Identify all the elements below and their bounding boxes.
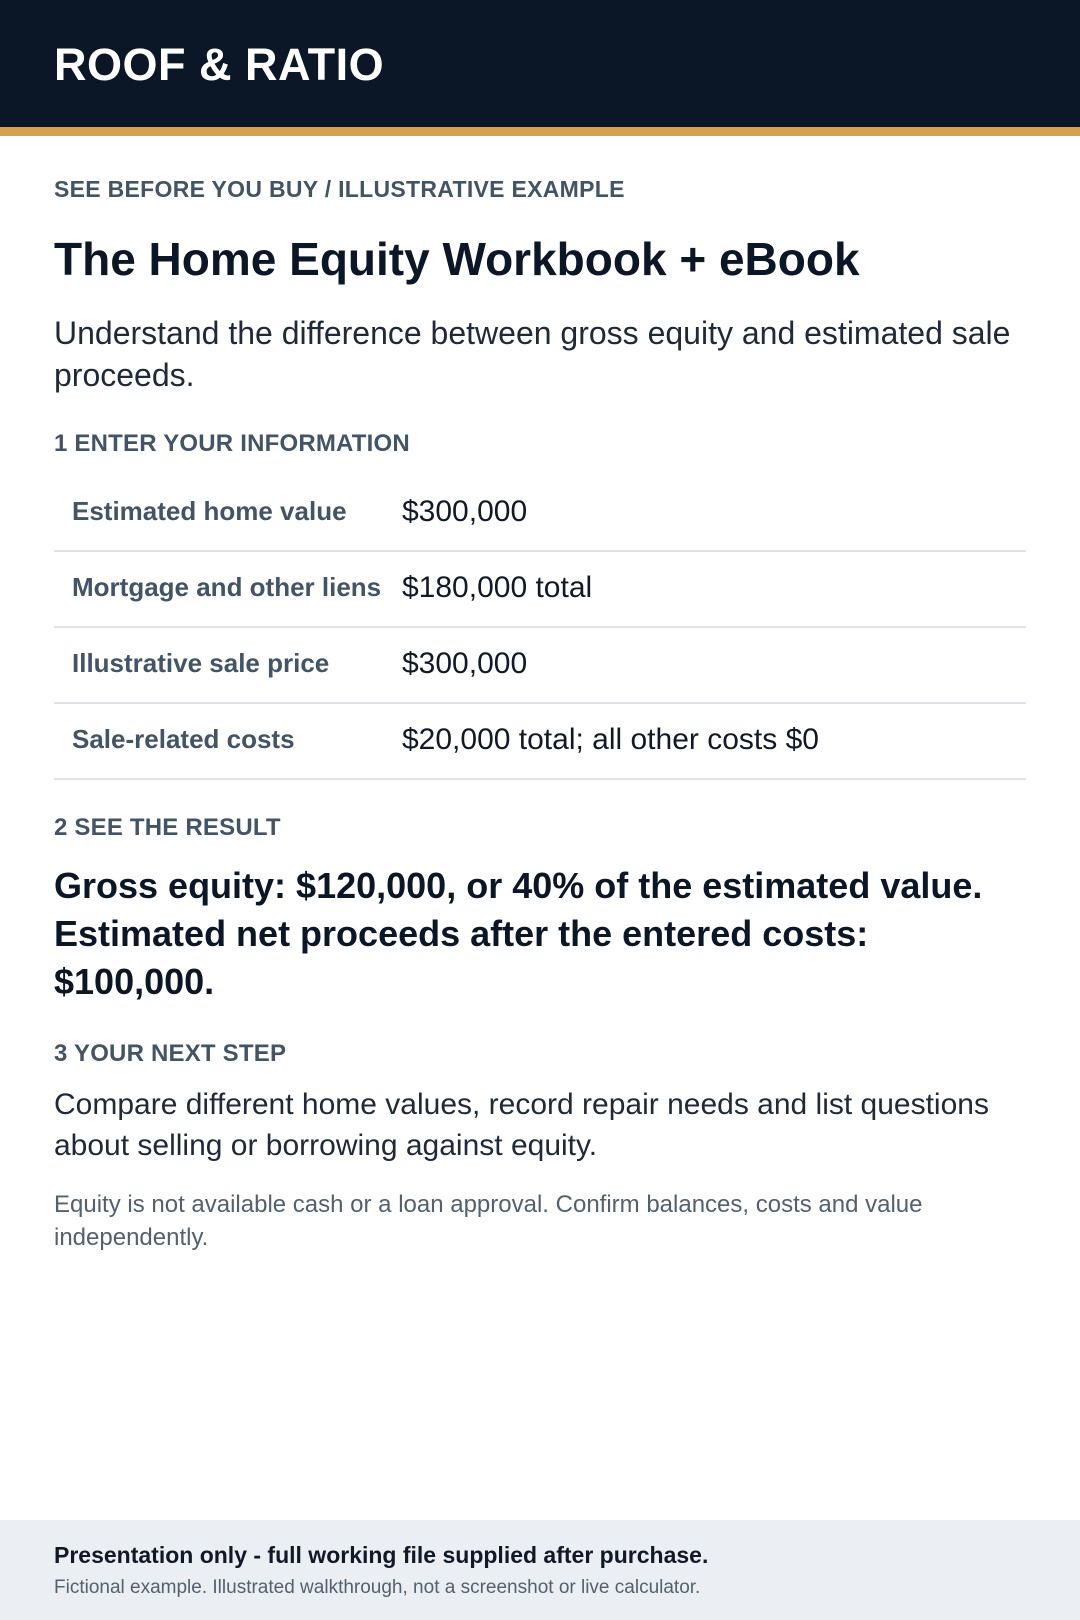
info-label: Estimated home value bbox=[72, 495, 347, 526]
header-bar bbox=[0, 0, 1080, 136]
info-label: Mortgage and other liens bbox=[72, 571, 382, 602]
section-label-next-step: 3 YOUR NEXT STEP bbox=[54, 1039, 287, 1067]
info-value: $300,000 bbox=[402, 646, 528, 680]
footer-sub-text: Fictional example. Illustrated walkthrough, not a screenshot or live calculator. bbox=[54, 1577, 701, 1598]
main-content bbox=[0, 176, 1080, 1254]
info-table bbox=[54, 476, 1026, 780]
info-value: $20,000 total; all other costs $0 bbox=[402, 722, 819, 756]
footer-main-text: Presentation only - full working file supplied after purchase. bbox=[54, 1542, 709, 1568]
page-subtitle: Understand the difference between gross equity and estimated sale proceeds. bbox=[54, 314, 1011, 393]
info-row-sale-price bbox=[54, 628, 1026, 704]
info-label: Illustrative sale price bbox=[72, 647, 330, 678]
brand-logo-text: ROOF & RATIO bbox=[54, 38, 385, 90]
info-label: Sale-related costs bbox=[72, 723, 295, 754]
section-label-result: 2 SEE THE RESULT bbox=[54, 813, 281, 841]
disclaimer-text: Equity is not available cash or a loan approval. Confirm balances, costs and value independently. bbox=[54, 1190, 923, 1251]
next-step-text: Compare different home values, record repair needs and list questions about selling or borrowing against equity. bbox=[54, 1087, 989, 1162]
footer-bar bbox=[0, 1520, 1080, 1620]
info-value: $300,000 bbox=[402, 494, 528, 528]
info-value: $180,000 total bbox=[402, 570, 593, 604]
eyebrow-label: SEE BEFORE YOU BUY / ILLUSTRATIVE EXAMPLE bbox=[54, 176, 625, 202]
info-row-sale-costs bbox=[54, 704, 1026, 780]
result-text: Gross equity: $120,000, or 40% of the estimated value. Estimated net proceeds after the entered costs: $100,000. bbox=[54, 864, 983, 1002]
info-row-mortgage bbox=[54, 552, 1026, 628]
section-label-enter-info: 1 ENTER YOUR INFORMATION bbox=[54, 429, 410, 457]
page-title: The Home Equity Workbook + eBook bbox=[54, 233, 860, 285]
info-row-home-value bbox=[54, 476, 1026, 552]
